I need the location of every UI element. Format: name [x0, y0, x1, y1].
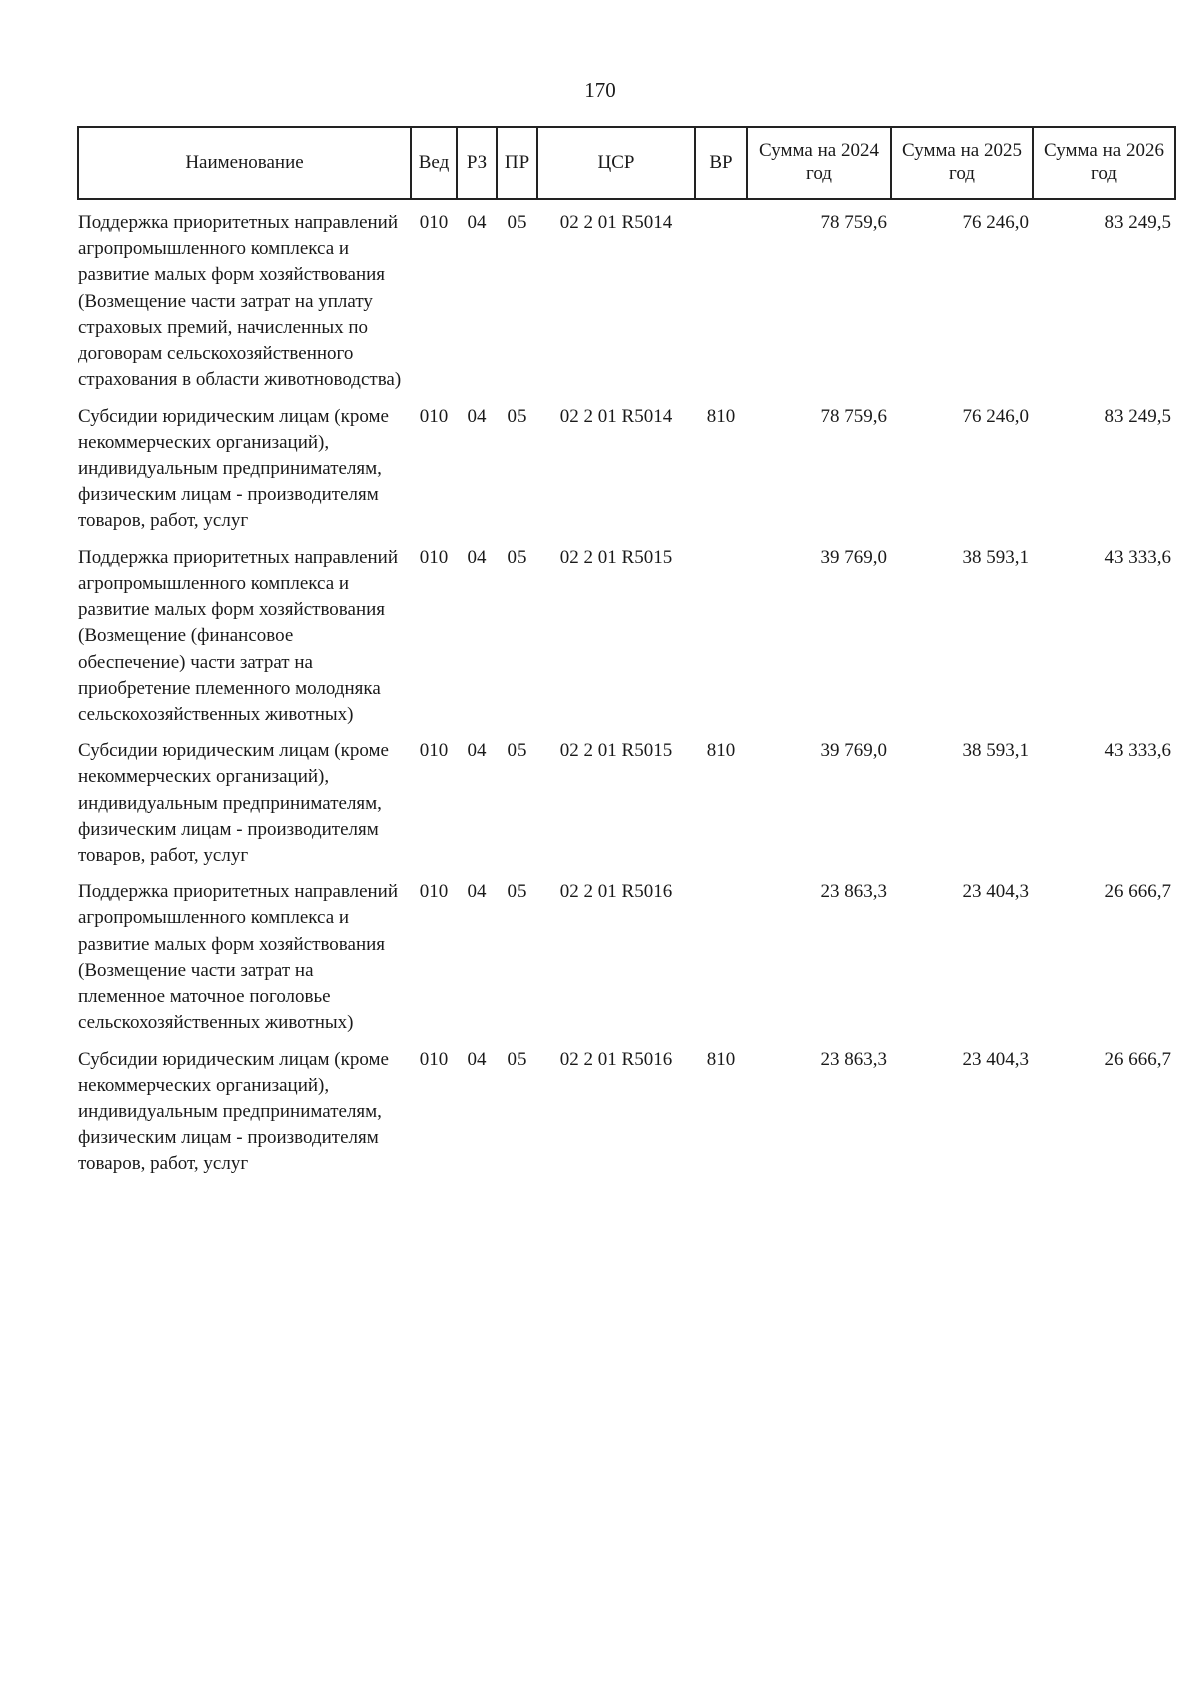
row-name: Субсидии юридическим лицам (кроме некоммерческих организаций), индивидуальным предпринимателям, физическим лицам - производителям товаров, работ, услуг	[78, 740, 389, 867]
table-row	[78, 732, 1175, 873]
row-sum-2024: 23 863,3	[820, 881, 887, 903]
row-sum-2024: 78 759,6	[820, 212, 887, 233]
row-csr: 02 2 01 R5016	[559, 881, 673, 903]
header-pr: ПР	[497, 127, 537, 199]
row-vr	[695, 199, 747, 398]
table-header	[78, 127, 1175, 199]
budget-table	[77, 126, 1176, 1182]
row-name: Субсидии юридическим лицам (кроме некоммерческих организаций), индивидуальным предпринимателям, физическим лицам - производителям товаров, работ, услуг	[78, 1048, 389, 1175]
row-pr: 05	[507, 212, 527, 233]
row-pr: 05	[507, 405, 527, 427]
row-sum-2026: 83 249,5	[1104, 212, 1171, 233]
table-row	[78, 1041, 1175, 1182]
header-rz: РЗ	[457, 127, 497, 199]
row-csr: 02 2 01 R5014	[559, 212, 673, 233]
row-vr	[695, 873, 747, 1040]
table-row	[78, 539, 1175, 733]
header-sum-2025: Сумма на 2025 год	[891, 127, 1033, 199]
row-pr: 05	[507, 740, 527, 762]
row-sum-2025: 76 246,0	[962, 405, 1029, 427]
row-ved: 010	[419, 546, 449, 568]
row-pr: 05	[507, 546, 527, 568]
row-sum-2025: 23 404,3	[962, 1048, 1029, 1070]
row-sum-2025: 38 593,1	[962, 546, 1029, 568]
row-csr: 02 2 01 R5016	[559, 1048, 673, 1070]
table-row	[78, 873, 1175, 1040]
row-csr: 02 2 01 R5015	[559, 740, 673, 762]
row-name: Субсидии юридическим лицам (кроме некоммерческих организаций), индивидуальным предпринимателям, физическим лицам - производителям товаров, работ, услуг	[78, 405, 389, 532]
row-csr: 02 2 01 R5015	[559, 546, 673, 568]
row-pr: 05	[507, 881, 527, 903]
header-name: Наименование	[78, 127, 411, 199]
row-name: Поддержка приоритетных направлений агропромышленного комплекса и развитие малых форм хозяйствования (Возмещение части затрат на племенное маточное поголовье сельскохозяйственных животных)	[78, 881, 399, 1034]
header-csr: ЦСР	[537, 127, 695, 199]
row-sum-2024: 39 769,0	[820, 546, 887, 568]
row-sum-2024: 23 863,3	[820, 1048, 887, 1070]
row-sum-2024: 78 759,6	[820, 405, 887, 427]
row-sum-2025: 23 404,3	[962, 881, 1029, 903]
row-vr: 810	[706, 1048, 736, 1070]
row-rz: 04	[467, 1048, 487, 1070]
row-vr: 810	[706, 405, 736, 427]
table-body	[78, 199, 1175, 1182]
header-vr: ВР	[695, 127, 747, 199]
row-sum-2026: 83 249,5	[1104, 405, 1171, 427]
row-name: Поддержка приоритетных направлений агропромышленного комплекса и развитие малых форм хозяйствования (Возмещение (финансовое обеспечение) части затрат на приобретение племенного молодняка сельскохозяйственных животных)	[78, 546, 399, 725]
header-sum-2026: Сумма на 2026 год	[1033, 127, 1175, 199]
row-ved: 010	[419, 740, 449, 762]
row-ved: 010	[419, 881, 449, 903]
row-vr: 810	[706, 740, 736, 762]
row-csr: 02 2 01 R5014	[559, 405, 673, 427]
row-ved: 010	[419, 212, 449, 233]
row-rz: 04	[467, 405, 487, 427]
table-row	[78, 398, 1175, 539]
row-sum-2025: 38 593,1	[962, 740, 1029, 762]
row-name: Поддержка приоритетных направлений агропромышленного комплекса и развитие малых форм хозяйствования (Возмещение части затрат на уплату страховых премий, начисленных по договорам сельскохозяйственного страхования в области животноводства)	[78, 212, 402, 391]
header-row	[78, 127, 1175, 199]
row-sum-2026: 26 666,7	[1104, 1048, 1171, 1070]
row-sum-2026: 43 333,6	[1104, 740, 1171, 762]
row-rz: 04	[467, 740, 487, 762]
row-pr: 05	[507, 1048, 527, 1070]
row-sum-2026: 43 333,6	[1104, 546, 1171, 568]
row-vr	[695, 539, 747, 733]
page-number: 170	[584, 78, 616, 102]
row-ved: 010	[419, 1048, 449, 1070]
row-sum-2024: 39 769,0	[820, 740, 887, 762]
header-ved: Вед	[411, 127, 457, 199]
row-sum-2025: 76 246,0	[962, 212, 1029, 233]
row-rz: 04	[467, 546, 487, 568]
table-row	[78, 199, 1175, 398]
row-ved: 010	[419, 405, 449, 427]
header-sum-2024: Сумма на 2024 год	[747, 127, 891, 199]
row-sum-2026: 26 666,7	[1104, 881, 1171, 903]
row-rz: 04	[467, 881, 487, 903]
row-rz: 04	[467, 212, 487, 233]
